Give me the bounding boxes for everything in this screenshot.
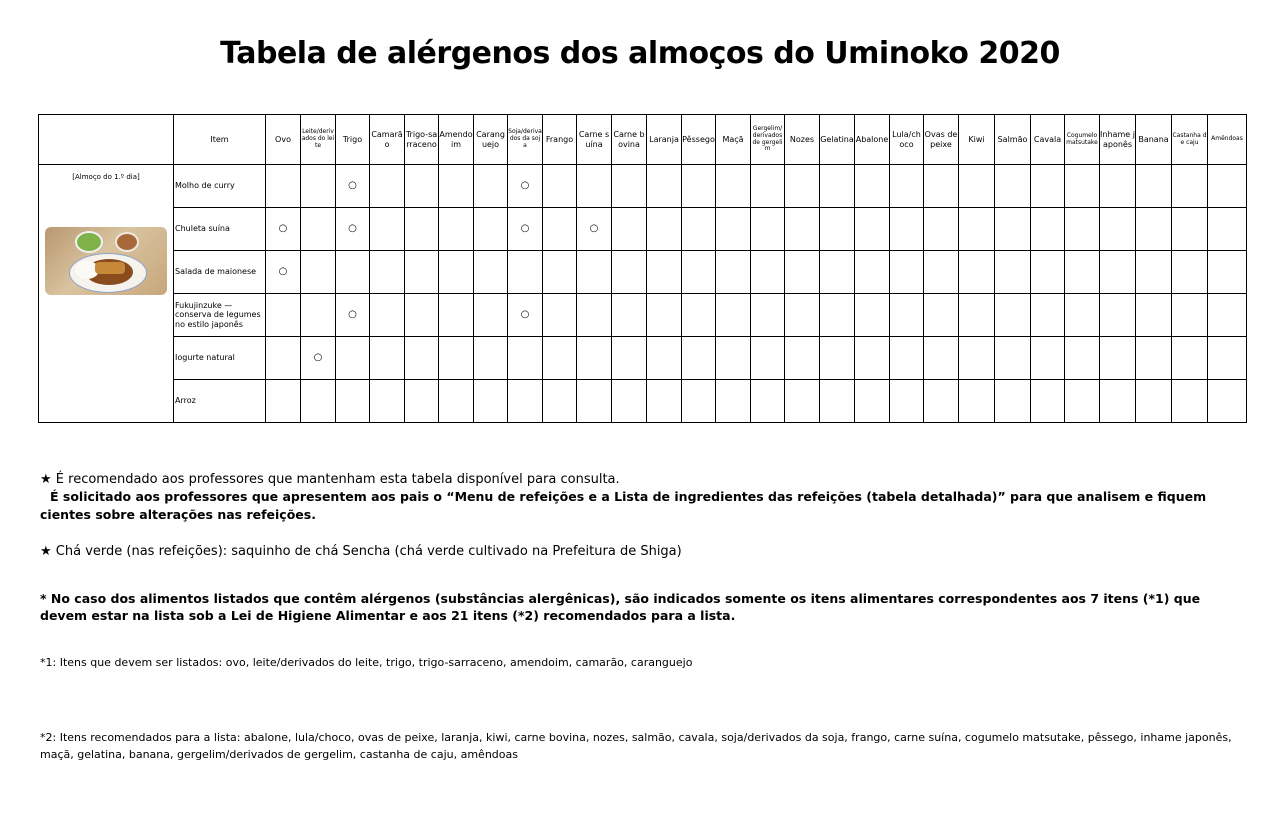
allergen-cell xyxy=(439,380,474,423)
table-row xyxy=(39,165,1247,208)
allergen-cell xyxy=(647,380,682,423)
table-row xyxy=(39,380,1247,423)
allergen-cell xyxy=(612,294,647,337)
item-name: Chuleta suína xyxy=(174,208,266,251)
allergen-cell xyxy=(751,380,785,423)
allergen-cell xyxy=(924,337,959,380)
allergen-cell xyxy=(1172,380,1208,423)
allergen-cell xyxy=(820,251,855,294)
allergen-cell xyxy=(370,251,405,294)
allergen-cell xyxy=(1100,165,1136,208)
allergen-cell xyxy=(577,165,612,208)
allergen-cell xyxy=(266,294,301,337)
allergen-cell xyxy=(612,208,647,251)
allergen-cell xyxy=(995,337,1031,380)
salad-bowl-shape xyxy=(75,231,103,253)
allergen-cell xyxy=(439,294,474,337)
allergen-header: Laranja xyxy=(647,115,682,165)
allergen-cell xyxy=(543,251,577,294)
allergen-cell xyxy=(716,337,751,380)
allergen-cell xyxy=(959,251,995,294)
allergen-header: Camarão xyxy=(370,115,405,165)
allergen-cell xyxy=(1100,208,1136,251)
allergen-cell xyxy=(647,337,682,380)
allergen-cell xyxy=(820,380,855,423)
allergen-cell xyxy=(543,337,577,380)
table-row xyxy=(39,208,1247,251)
allergen-cell xyxy=(959,294,995,337)
allergen-cell xyxy=(716,165,751,208)
allergen-cell xyxy=(820,208,855,251)
allergen-cell xyxy=(1031,380,1065,423)
note-recommendation-line2: É solicitado aos professores que apresentem aos pais o “Menu de refeições e a Lista de ingredientes das refeições (tabela detalhada)” para que analisem e fiquem cientes sobre alterações nas refeições. xyxy=(40,489,1207,522)
allergen-mark: ○ xyxy=(313,352,323,364)
item-name: Fukujinzuke — conserva de legumes no estilo japonês xyxy=(174,294,266,337)
allergen-cell xyxy=(474,165,508,208)
allergen-cell xyxy=(995,294,1031,337)
allergen-cell xyxy=(959,165,995,208)
allergen-cell xyxy=(751,165,785,208)
allergen-cell xyxy=(439,337,474,380)
allergen-header: Carne bovina xyxy=(612,115,647,165)
allergen-cell xyxy=(890,165,924,208)
allergen-cell xyxy=(301,337,336,380)
allergen-cell xyxy=(785,208,820,251)
allergen-cell xyxy=(647,294,682,337)
allergen-header: Leite/derivados do leite xyxy=(301,115,336,165)
allergen-cell xyxy=(577,380,612,423)
allergen-cell xyxy=(1136,165,1172,208)
allergen-cell xyxy=(1031,208,1065,251)
allergen-cell xyxy=(474,337,508,380)
allergen-cell xyxy=(1065,251,1100,294)
allergen-mark: ○ xyxy=(520,309,530,321)
allergen-cell xyxy=(751,208,785,251)
allergen-cell xyxy=(508,380,543,423)
allergen-header: Cavala xyxy=(1031,115,1065,165)
allergen-cell xyxy=(995,251,1031,294)
allergen-cell xyxy=(612,337,647,380)
allergen-mark: ○ xyxy=(278,223,288,235)
allergen-cell xyxy=(785,380,820,423)
allergen-mark: ○ xyxy=(520,180,530,192)
allergen-header: Abalone xyxy=(855,115,890,165)
allergen-cell xyxy=(1208,380,1247,423)
allergen-cell xyxy=(855,380,890,423)
allergen-cell xyxy=(716,251,751,294)
allergen-cell xyxy=(508,165,543,208)
allergen-cell xyxy=(474,294,508,337)
allergen-cell xyxy=(1100,337,1136,380)
allergen-cell xyxy=(1100,294,1136,337)
meal-photo-cell xyxy=(39,165,174,423)
allergen-cell xyxy=(405,294,439,337)
allergen-cell xyxy=(370,337,405,380)
allergen-cell xyxy=(995,380,1031,423)
allergen-cell xyxy=(612,165,647,208)
allergen-cell xyxy=(508,337,543,380)
photo-header xyxy=(39,115,174,165)
allergen-cell xyxy=(336,208,370,251)
allergen-header: Frango xyxy=(543,115,577,165)
allergen-header: Lula/choco xyxy=(890,115,924,165)
allergen-cell xyxy=(785,337,820,380)
allergen-cell xyxy=(647,165,682,208)
allergen-cell xyxy=(405,380,439,423)
allergen-cell xyxy=(336,380,370,423)
allergen-cell xyxy=(508,208,543,251)
allergen-cell xyxy=(890,208,924,251)
allergen-cell xyxy=(716,380,751,423)
allergen-cell xyxy=(612,251,647,294)
allergen-cell xyxy=(751,251,785,294)
allergen-cell xyxy=(1031,165,1065,208)
allergen-cell xyxy=(336,294,370,337)
note-allergen-rule: * No caso dos alimentos listados que contêm alérgenos (substâncias alergênicas), são indicados somente os itens alimentares correspondentes aos 7 itens (*1) que devem estar na lista sob a Lei de Higiene Alimentar e aos 21 itens (*2) recomendados para a lista. xyxy=(40,591,1201,623)
allergen-header: Kiwi xyxy=(959,115,995,165)
allergen-cell xyxy=(1172,251,1208,294)
allergen-cell xyxy=(474,380,508,423)
allergen-mark: ○ xyxy=(348,309,357,321)
item-name: Molho de curry xyxy=(174,165,266,208)
allergen-cell xyxy=(336,337,370,380)
meal-photo xyxy=(45,227,167,295)
allergen-header: Caranguejo xyxy=(474,115,508,165)
allergen-cell xyxy=(543,294,577,337)
allergen-cell xyxy=(266,337,301,380)
allergen-cell xyxy=(1172,165,1208,208)
allergen-cell xyxy=(820,337,855,380)
allergen-cell xyxy=(1100,380,1136,423)
allergen-cell xyxy=(370,294,405,337)
allergen-cell xyxy=(474,208,508,251)
allergen-cell xyxy=(1136,337,1172,380)
allergen-cell xyxy=(1172,294,1208,337)
allergen-header: Pêssego xyxy=(682,115,716,165)
allergen-cell xyxy=(924,165,959,208)
allergen-cell xyxy=(474,251,508,294)
note-recommendation xyxy=(40,471,1245,524)
allergen-header: Gergelim/derivados de gergelim xyxy=(751,115,785,165)
day-label: [Almoço do 1.º dia] xyxy=(72,173,140,181)
allergen-cell xyxy=(266,165,301,208)
allergen-cell xyxy=(1208,165,1247,208)
allergen-cell xyxy=(577,337,612,380)
allergen-cell xyxy=(682,251,716,294)
allergen-cell xyxy=(924,251,959,294)
allergen-cell xyxy=(543,380,577,423)
cutlet-shape xyxy=(95,262,125,274)
note-recommendation-line1: ★ É recomendado aos professores que mantenham esta tabela disponível para consulta. xyxy=(40,472,620,487)
allergen-cell xyxy=(785,165,820,208)
allergen-cell xyxy=(336,165,370,208)
allergen-cell xyxy=(301,294,336,337)
allergen-header: Soja/derivados da soja xyxy=(508,115,543,165)
allergen-cell xyxy=(1208,337,1247,380)
allergen-mark: ○ xyxy=(278,266,288,278)
allergen-cell xyxy=(1065,337,1100,380)
allergen-header: Carne suína xyxy=(577,115,612,165)
allergen-cell xyxy=(647,251,682,294)
allergen-cell xyxy=(682,208,716,251)
allergen-mark: ○ xyxy=(348,223,357,235)
allergen-cell xyxy=(785,294,820,337)
allergen-header: Castanha de caju xyxy=(1172,115,1208,165)
allergen-cell xyxy=(924,380,959,423)
allergen-cell xyxy=(682,294,716,337)
allergen-cell xyxy=(1208,251,1247,294)
allergen-cell xyxy=(1136,294,1172,337)
note-required-items: *1: Itens que devem ser listados: ovo, leite/derivados do leite, trigo, trigo-sarraceno, amendoim, camarão, caranguejo xyxy=(40,656,693,669)
allergen-header: Ovo xyxy=(266,115,301,165)
allergen-cell xyxy=(751,294,785,337)
allergen-cell xyxy=(785,251,820,294)
allergen-header: Ovas de peixe xyxy=(924,115,959,165)
allergen-cell xyxy=(1172,208,1208,251)
item-header: Item xyxy=(174,115,266,165)
allergen-cell xyxy=(1031,294,1065,337)
allergen-cell xyxy=(924,208,959,251)
table-header-row xyxy=(39,115,1247,165)
allergen-cell xyxy=(1031,337,1065,380)
allergen-cell xyxy=(370,380,405,423)
note-green-tea: ★ Chá verde (nas refeições): saquinho de chá Sencha (chá verde cultivado na Prefeitura de Shiga) xyxy=(40,544,682,559)
allergen-cell xyxy=(1172,337,1208,380)
allergen-cell xyxy=(612,380,647,423)
allergen-cell xyxy=(959,208,995,251)
allergen-cell xyxy=(855,251,890,294)
allergen-header: Gelatina xyxy=(820,115,855,165)
allergen-cell xyxy=(1065,165,1100,208)
allergen-cell xyxy=(890,380,924,423)
allergen-table xyxy=(38,114,1247,423)
allergen-header: Inhame japonês xyxy=(1100,115,1136,165)
allergen-header: Amendoim xyxy=(439,115,474,165)
allergen-cell xyxy=(682,380,716,423)
allergen-cell xyxy=(301,165,336,208)
allergen-cell xyxy=(577,208,612,251)
allergen-cell xyxy=(716,294,751,337)
item-name: Arroz xyxy=(174,380,266,423)
allergen-cell xyxy=(370,165,405,208)
allergen-cell xyxy=(405,165,439,208)
allergen-cell xyxy=(577,251,612,294)
allergen-cell xyxy=(1065,380,1100,423)
allergen-cell xyxy=(820,165,855,208)
allergen-cell xyxy=(1208,294,1247,337)
allergen-cell xyxy=(959,337,995,380)
soup-cup-shape xyxy=(115,232,139,252)
allergen-cell xyxy=(508,251,543,294)
allergen-header: Maçã xyxy=(716,115,751,165)
allergen-cell xyxy=(682,337,716,380)
allergen-cell xyxy=(301,380,336,423)
allergen-cell xyxy=(959,380,995,423)
allergen-cell xyxy=(543,208,577,251)
allergen-cell xyxy=(855,208,890,251)
allergen-cell xyxy=(439,165,474,208)
allergen-cell xyxy=(1136,380,1172,423)
allergen-cell xyxy=(1208,208,1247,251)
table-row xyxy=(39,294,1247,337)
allergen-header: Nozes xyxy=(785,115,820,165)
allergen-cell xyxy=(995,165,1031,208)
allergen-cell xyxy=(682,165,716,208)
allergen-header: Amêndoas xyxy=(1208,115,1247,165)
allergen-cell xyxy=(855,294,890,337)
allergen-cell xyxy=(890,294,924,337)
table-row xyxy=(39,251,1247,294)
allergen-cell xyxy=(301,208,336,251)
allergen-cell xyxy=(1136,251,1172,294)
allergen-header: Cogumelo matsutake xyxy=(1065,115,1100,165)
allergen-cell xyxy=(405,337,439,380)
allergen-cell xyxy=(266,208,301,251)
allergen-cell xyxy=(890,337,924,380)
allergen-cell xyxy=(716,208,751,251)
allergen-cell xyxy=(266,380,301,423)
allergen-cell xyxy=(370,208,405,251)
allergen-mark: ○ xyxy=(348,180,357,192)
allergen-cell xyxy=(995,208,1031,251)
allergen-cell xyxy=(924,294,959,337)
allergen-header: Salmão xyxy=(995,115,1031,165)
allergen-cell xyxy=(1065,208,1100,251)
allergen-cell xyxy=(405,208,439,251)
table-row xyxy=(39,337,1247,380)
item-name: Iogurte natural xyxy=(174,337,266,380)
allergen-cell xyxy=(1065,294,1100,337)
allergen-header: Trigo-sarraceno xyxy=(405,115,439,165)
allergen-header: Banana xyxy=(1136,115,1172,165)
allergen-cell xyxy=(543,165,577,208)
allergen-cell xyxy=(266,251,301,294)
allergen-cell xyxy=(1031,251,1065,294)
allergen-cell xyxy=(439,251,474,294)
allergen-cell xyxy=(508,294,543,337)
allergen-mark: ○ xyxy=(520,223,530,235)
allergen-header: Trigo xyxy=(336,115,370,165)
allergen-cell xyxy=(577,294,612,337)
allergen-cell xyxy=(890,251,924,294)
allergen-cell xyxy=(751,337,785,380)
allergen-cell xyxy=(1136,208,1172,251)
allergen-cell xyxy=(855,165,890,208)
allergen-cell xyxy=(336,251,370,294)
allergen-cell xyxy=(439,208,474,251)
allergen-cell xyxy=(1100,251,1136,294)
allergen-mark: ○ xyxy=(589,223,599,235)
allergen-cell xyxy=(820,294,855,337)
allergen-cell xyxy=(301,251,336,294)
allergen-cell xyxy=(855,337,890,380)
page-title: Tabela de alérgenos dos almoços do Uminoko 2020 xyxy=(220,36,1060,71)
item-name: Salada de maionese xyxy=(174,251,266,294)
allergen-cell xyxy=(647,208,682,251)
note-recommended-items: *2: Itens recomendados para a lista: abalone, lula/choco, ovas de peixe, laranja, kiwi, carne bovina, nozes, salmão, cavala, soja/derivados da soja, frango, carne suína, cogumelo matsutake, pêssego, inhame japonês, maçã, gelatina, banana, gergelim/derivados de gergelim, castanha de caju, amêndoas xyxy=(40,731,1232,761)
allergen-cell xyxy=(405,251,439,294)
